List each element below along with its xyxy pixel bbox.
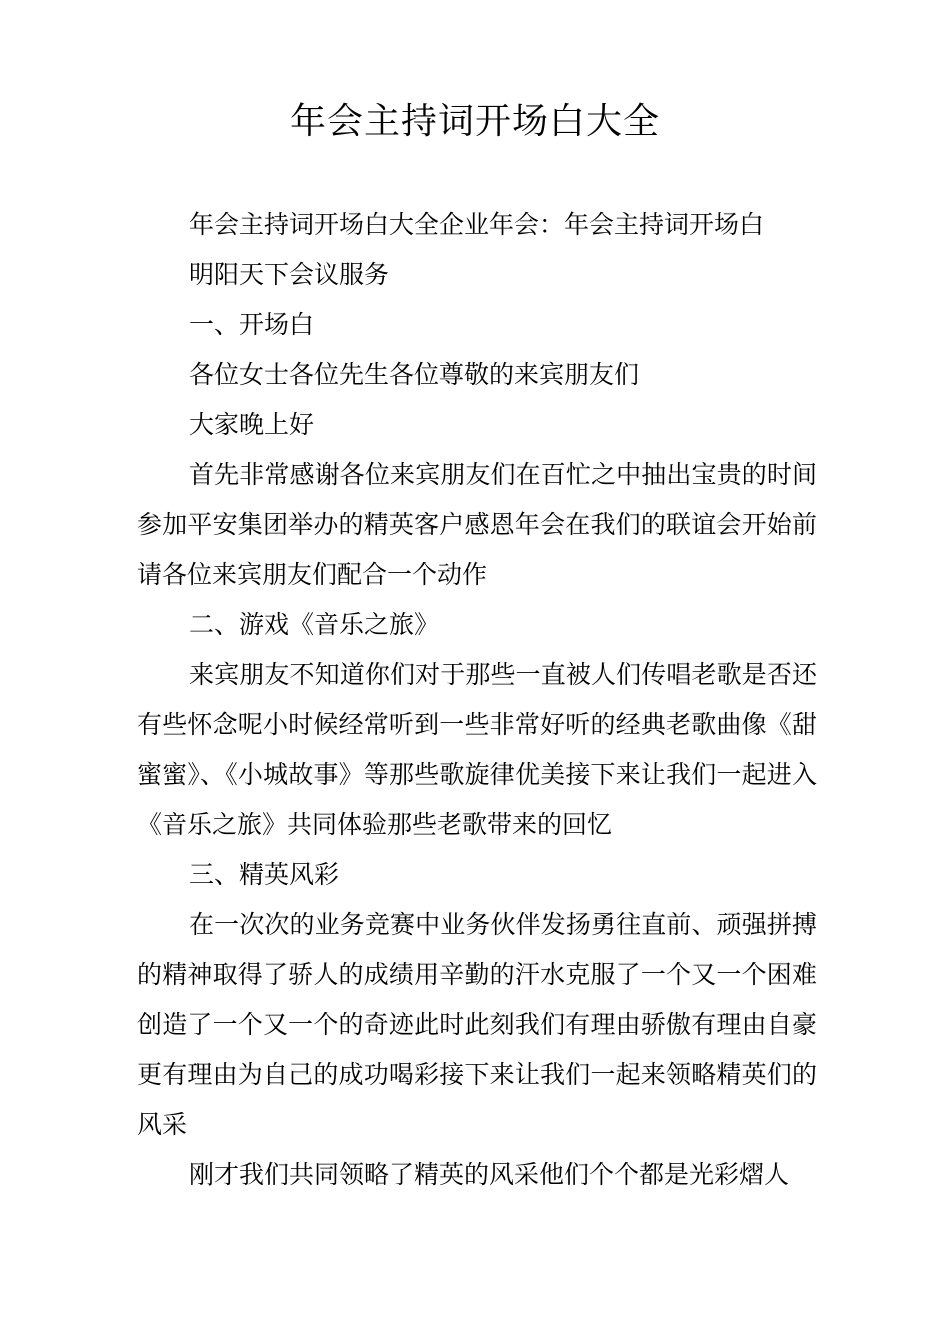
section-heading-opening: 一、开场白 xyxy=(189,310,315,339)
document-body xyxy=(137,200,817,1200)
document-title: 年会主持词开场白大全 xyxy=(289,101,660,142)
paragraph-good-evening: 大家晚上好 xyxy=(189,410,315,439)
paragraph-thanks: 首先非常感谢各位来宾朋友们在百忙之中抽出宝贵的时间参加平安集团举办的精英客户感恩年会在我们的联谊会开始前请各位来宾朋友们配合一个动作 xyxy=(137,460,817,589)
paragraph-intro: 年会主持词开场白大全企业年会：年会主持词开场白 xyxy=(189,210,765,239)
paragraph-elite-closing: 刚才我们共同领略了精英的风采他们个个都是光彩熠人 xyxy=(189,1160,790,1189)
paragraph-source: 明阳天下会议服务 xyxy=(189,260,390,289)
section-heading-music-game: 二、游戏《音乐之旅》 xyxy=(189,610,440,639)
paragraph-music-journey: 来宾朋友不知道你们对于那些一直被人们传唱老歌是否还有些怀念呢小时候经常听到一些非常好听的经典老歌曲像《甜蜜蜜》、《小城故事》等那些歌旋律优美接下来让我们一起进入《音乐之旅》共同体验那些老歌带来的回忆 xyxy=(137,660,817,839)
paragraph-elite-achievements: 在一次次的业务竞赛中业务伙伴发扬勇往直前、顽强拼搏的精神取得了骄人的成绩用辛勤的汗水克服了一个又一个困难创造了一个又一个的奇迹此时此刻我们有理由骄傲有理由自豪更有理由为自己的成功喝彩接下来让我们一起来领略精英们的风采 xyxy=(137,910,817,1139)
paragraph-greeting: 各位女士各位先生各位尊敬的来宾朋友们 xyxy=(189,360,640,389)
section-heading-elite: 三、精英风彩 xyxy=(189,860,340,889)
